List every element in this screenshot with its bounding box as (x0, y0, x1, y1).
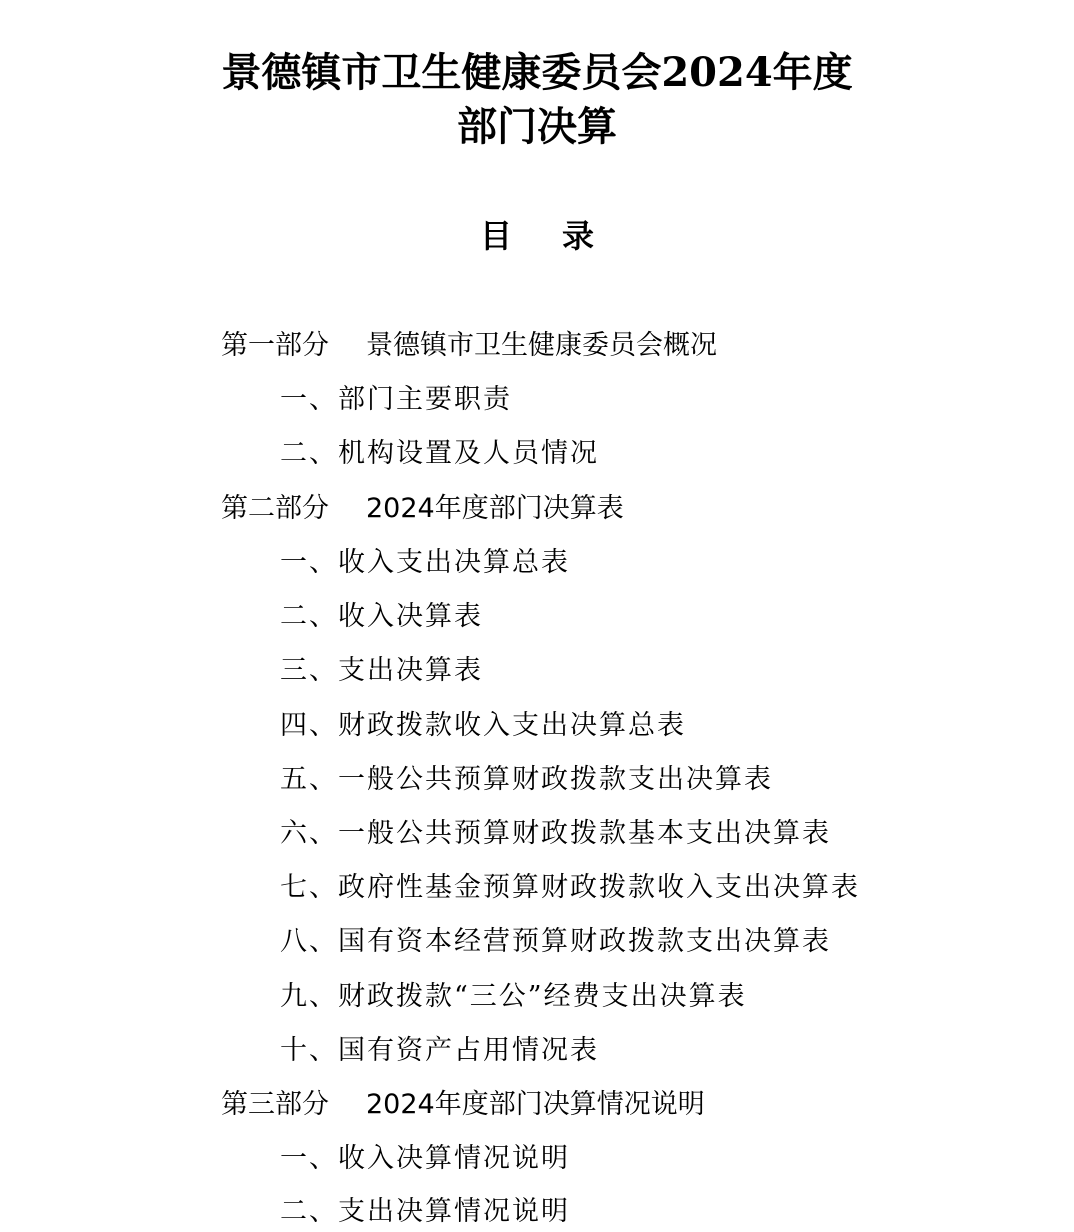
toc-item[interactable]: 二、支出决算情况说明 (280, 1196, 570, 1227)
toc-part-3[interactable] (221, 1085, 705, 1125)
toc-item[interactable]: 一、部门主要职责 (280, 384, 512, 415)
toc-item[interactable]: 一、收入支出决算总表 (280, 547, 570, 578)
toc-part-title: 2024年度部门决算情况说明 (366, 1089, 705, 1120)
toc-item[interactable]: 四、财政拨款收入支出决算总表 (280, 710, 686, 741)
toc-heading: 目录 (479, 217, 644, 255)
toc-part-1[interactable] (221, 326, 717, 366)
document-title-line1: 景德镇市卫生健康委员会2024年度 (221, 49, 853, 96)
toc-item[interactable]: 一、收入决算情况说明 (280, 1143, 570, 1174)
toc-part-number: 第一部分 (221, 330, 329, 361)
toc-part-number: 第二部分 (221, 493, 329, 524)
toc-item[interactable]: 七、政府性基金预算财政拨款收入支出决算表 (280, 872, 860, 903)
toc-item[interactable]: 八、国有资本经营预算财政拨款支出决算表 (280, 926, 831, 957)
toc-part-2[interactable] (221, 489, 624, 529)
toc-item[interactable]: 三、支出决算表 (280, 655, 483, 686)
toc-part-number: 第三部分 (221, 1089, 329, 1120)
toc-item[interactable]: 二、收入决算表 (280, 601, 483, 632)
toc-item[interactable]: 九、财政拨款“三公”经费支出决算表 (280, 981, 747, 1012)
document-title-line2: 部门决算 (457, 103, 617, 150)
toc-part-title: 景德镇市卫生健康委员会概况 (366, 330, 717, 361)
toc-item[interactable]: 五、一般公共预算财政拨款支出决算表 (280, 764, 773, 795)
toc-item[interactable]: 六、一般公共预算财政拨款基本支出决算表 (280, 818, 831, 849)
toc-item[interactable]: 二、机构设置及人员情况 (280, 438, 599, 469)
toc-part-title: 2024年度部门决算表 (366, 493, 624, 524)
toc-item[interactable]: 十、国有资产占用情况表 (280, 1035, 599, 1066)
